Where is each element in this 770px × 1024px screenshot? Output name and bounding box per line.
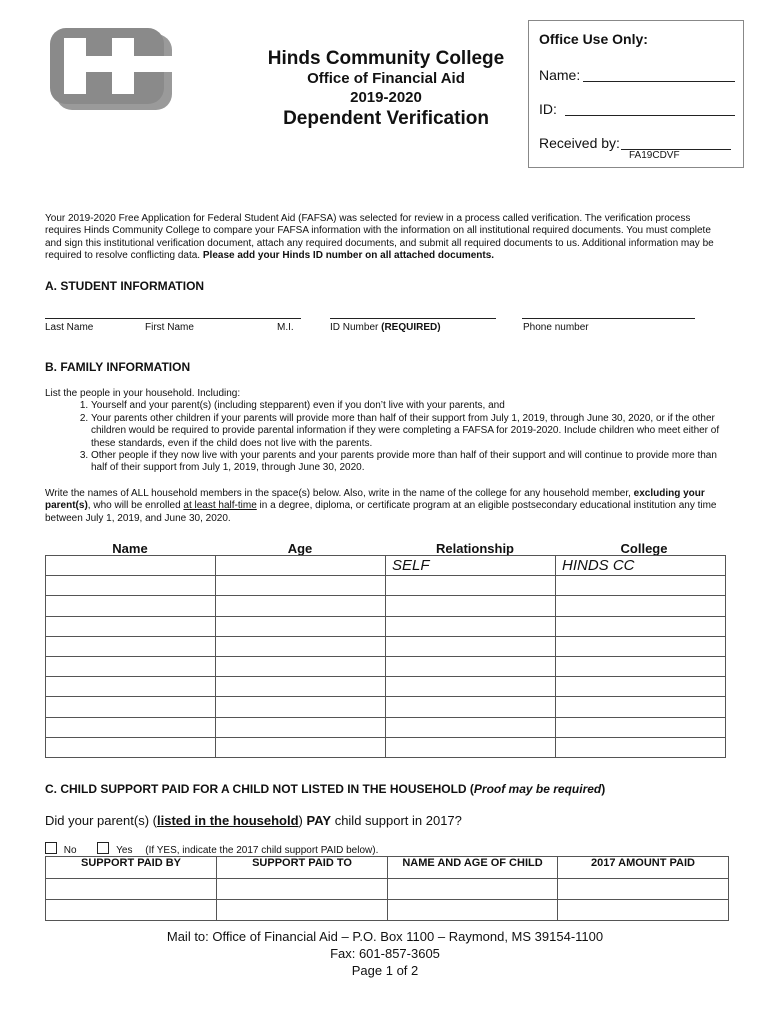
table-row: [46, 677, 726, 697]
support-cell[interactable]: [558, 900, 729, 921]
support-cell[interactable]: [217, 900, 388, 921]
household-instructions: [45, 488, 725, 525]
intro-bold: Please add your Hinds ID number on all attached documents.: [202, 250, 495, 262]
form-title: Dependent Verification: [283, 108, 489, 129]
household-item-2: 2. Your parents other children if your parents will provide more than half of their support from July 1, 2019, through June 30, 2020, or if the other children would be required to provide parental information if they were completing a FAFSA for 2019-2020. Include children who meet either of these standards, even if the child does not live with the parents.: [91, 413, 725, 450]
office-name: Office of Financial Aid: [307, 70, 465, 87]
yes-label: Yes: [116, 845, 133, 856]
household-college-cell[interactable]: HINDS CC: [556, 556, 726, 576]
support-cell[interactable]: [46, 879, 217, 900]
household-college-cell[interactable]: [556, 656, 726, 676]
question-part-2: ): [298, 813, 307, 828]
support-cell[interactable]: [388, 900, 558, 921]
office-use-title: Office Use Only:: [539, 31, 648, 47]
household-list: [45, 388, 725, 475]
instr-part-1: Write the names of ALL household members in the space(s) below. Also, write in the name of the college for any household member,: [45, 488, 634, 499]
col-college-header: College: [620, 541, 668, 556]
table-row: [46, 900, 729, 921]
household-lead: List the people in your household. Including:: [45, 388, 241, 399]
page-number: Page 1 of 2: [351, 963, 419, 978]
yes-checkbox[interactable]: [97, 842, 109, 854]
support-cell[interactable]: [388, 879, 558, 900]
table-row: [46, 656, 726, 676]
table-row: [46, 576, 726, 596]
household-college-cell[interactable]: [556, 576, 726, 596]
support-cell[interactable]: [217, 879, 388, 900]
household-college-cell[interactable]: [556, 596, 726, 616]
intro-text: Your 2019-2020 Free Application for Federal Student Aid (FAFSA) was selected for review in a process called verification. The verification process requires Hinds Community College to compare your FAFSA information with the information on all institutional required documents. You must complete and sign this institutional verification document, attach any required documents, and submit all required documents to us. Additional information may be required to resolve conflicting data.: [45, 213, 714, 262]
household-name-cell[interactable]: [46, 677, 216, 697]
household-name-cell[interactable]: [46, 737, 216, 757]
table-row: [46, 879, 729, 900]
child-support-answers: [45, 842, 378, 856]
instr-part-2: , who will be enrolled: [87, 500, 184, 512]
household-relationship-cell[interactable]: [386, 737, 556, 757]
college-name: Hinds Community College: [267, 48, 505, 69]
household-name-cell[interactable]: [46, 556, 216, 576]
section-b-title: B. FAMILY INFORMATION: [45, 360, 191, 374]
household-name-cell[interactable]: [46, 616, 216, 636]
household-relationship-cell[interactable]: [386, 697, 556, 717]
household-name-cell[interactable]: [46, 596, 216, 616]
household-college-cell[interactable]: [556, 636, 726, 656]
household-age-cell[interactable]: [216, 556, 386, 576]
mail-address: Mail to: Office of Financial Aid – P.O. Box 1100 – Raymond, MS 39154-1100: [166, 929, 604, 944]
aid-year: 2019-2020: [350, 89, 422, 106]
household-relationship-cell[interactable]: [386, 636, 556, 656]
office-name-field[interactable]: [583, 81, 735, 82]
household-relationship-cell[interactable]: SELF: [386, 556, 556, 576]
office-id-label: ID:: [539, 101, 557, 117]
household-name-cell[interactable]: [46, 717, 216, 737]
table-row: [46, 556, 726, 576]
yes-note: (If YES, indicate the 2017 child support PAID below).: [145, 845, 379, 856]
instr-part-3: in a degree, diploma, or certificate program at an eligible postsecondary educational institution any time between July 1, 2019, and June 30, 2020.: [45, 500, 717, 524]
question-part-1: Did your parent(s) (: [45, 813, 157, 828]
id-required-text: (REQUIRED): [381, 322, 441, 333]
table-row: [46, 697, 726, 717]
child-support-question: [45, 813, 462, 828]
household-college-cell[interactable]: [556, 616, 726, 636]
instr-underline: at least half-time: [183, 500, 257, 512]
section-c-title-end: ): [601, 782, 606, 796]
household-age-cell[interactable]: [216, 677, 386, 697]
household-college-cell[interactable]: [556, 677, 726, 697]
household-age-cell[interactable]: [216, 656, 386, 676]
question-part-3: child support in 2017?: [331, 813, 462, 828]
household-age-cell[interactable]: [216, 697, 386, 717]
household-relationship-cell[interactable]: [386, 616, 556, 636]
section-a-title: A. STUDENT INFORMATION: [45, 279, 205, 293]
household-age-cell[interactable]: [216, 717, 386, 737]
household-age-cell[interactable]: [216, 576, 386, 596]
household-name-cell[interactable]: [46, 697, 216, 717]
support-column-header: 2017 AMOUNT PAID: [558, 857, 729, 879]
mi-label: M.I.: [277, 322, 294, 333]
first-name-label: First Name: [145, 322, 194, 333]
phone-label: Phone number: [523, 322, 589, 333]
household-college-cell[interactable]: [556, 697, 726, 717]
table-header-row: [46, 857, 729, 879]
question-underline: listed in the household: [156, 813, 299, 828]
id-number-label: [330, 322, 441, 333]
household-age-cell[interactable]: [216, 636, 386, 656]
intro-paragraph: [45, 213, 725, 263]
household-relationship-cell[interactable]: [386, 596, 556, 616]
section-c-title-text: C. CHILD SUPPORT PAID FOR A CHILD NOT LISTED IN THE HOUSEHOLD (: [45, 782, 474, 796]
office-name-label: Name:: [539, 67, 581, 83]
household-item-1: 1. Yourself and your parent(s) (including stepparent) even if you don’t live with your parents, and: [91, 400, 725, 412]
phone-field[interactable]: [522, 318, 695, 319]
section-c-title-italic: Proof may be required: [473, 782, 602, 796]
hinds-h-logo-icon: [50, 28, 174, 112]
household-table: [45, 555, 726, 758]
household-name-cell[interactable]: [46, 576, 216, 596]
household-college-cell[interactable]: [556, 737, 726, 757]
fax-number: Fax: 601-857-3605: [330, 946, 440, 961]
student-name-field[interactable]: [45, 318, 301, 319]
household-college-cell[interactable]: [556, 717, 726, 737]
table-row: [46, 737, 726, 757]
household-age-cell[interactable]: [216, 616, 386, 636]
col-relationship-header: Relationship: [435, 541, 514, 556]
household-name-cell[interactable]: [46, 656, 216, 676]
child-support-table: [45, 856, 729, 921]
table-row: [46, 636, 726, 656]
received-by-label: Received by:: [539, 135, 620, 151]
instr-bold: excluding your parent(s): [45, 488, 705, 512]
support-column-header: SUPPORT PAID TO: [217, 857, 388, 879]
id-number-text: ID Number: [330, 322, 382, 333]
household-relationship-cell[interactable]: [386, 656, 556, 676]
household-relationship-cell[interactable]: [386, 576, 556, 596]
office-id-field[interactable]: [565, 115, 735, 116]
table-row: [46, 616, 726, 636]
col-age-header: Age: [287, 541, 313, 556]
household-relationship-cell[interactable]: [386, 717, 556, 737]
no-label: No: [63, 845, 77, 856]
form-code: FA19CDVF: [629, 150, 680, 161]
table-row: [46, 717, 726, 737]
col-name-header: Name: [112, 541, 148, 556]
table-row: [46, 596, 726, 616]
household-item-3: 3. Other people if they now live with your parents and your parents provide more than half of their support and will continue to provide more than half of their support from July 1, 2019, through June 30, 2020.: [91, 450, 725, 475]
household-name-cell[interactable]: [46, 636, 216, 656]
support-cell[interactable]: [46, 900, 217, 921]
household-relationship-cell[interactable]: [386, 677, 556, 697]
no-checkbox[interactable]: [45, 842, 57, 854]
question-bold: PAY: [306, 813, 332, 828]
office-use-box: [528, 20, 744, 168]
household-age-cell[interactable]: [216, 737, 386, 757]
household-age-cell[interactable]: [216, 596, 386, 616]
section-c-title: [45, 782, 605, 796]
student-id-field[interactable]: [330, 318, 496, 319]
support-column-header: NAME AND AGE OF CHILD: [388, 857, 558, 879]
support-column-header: SUPPORT PAID BY: [46, 857, 217, 879]
last-name-label: Last Name: [45, 322, 94, 333]
support-cell[interactable]: [558, 879, 729, 900]
